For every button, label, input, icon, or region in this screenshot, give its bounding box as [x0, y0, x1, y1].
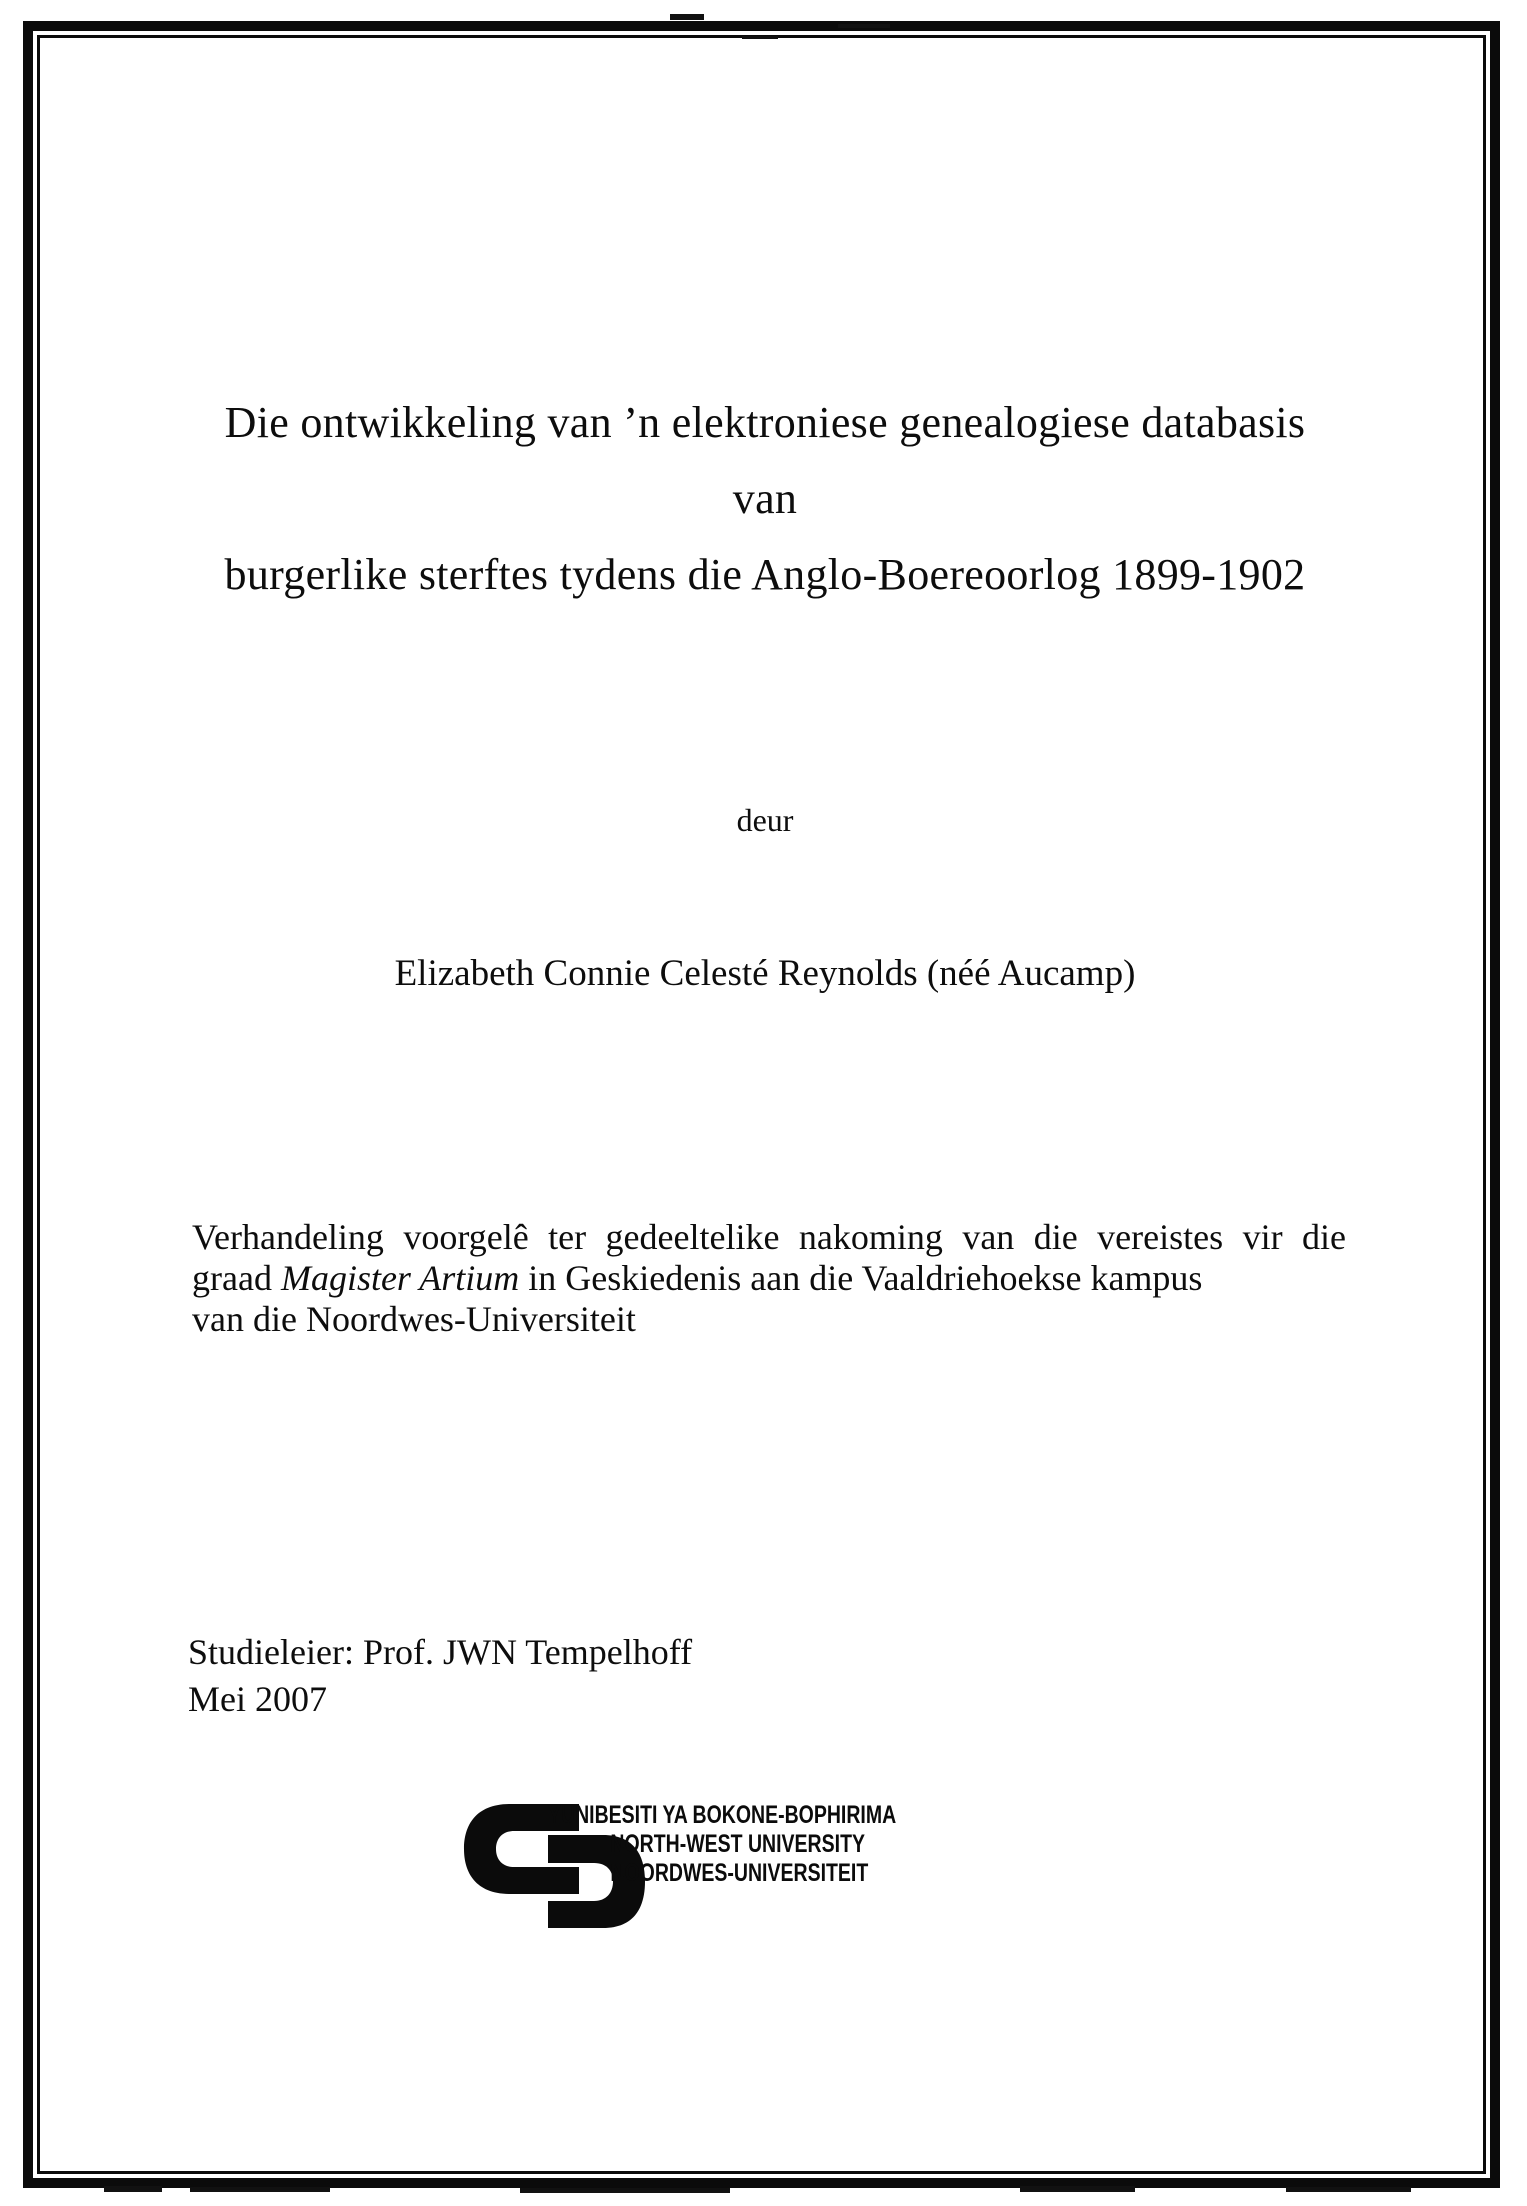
byline-deur: deur: [736, 802, 794, 838]
statement-line2-suffix: in Geskiedenis aan die Vaaldriehoekse kampus: [519, 1258, 1203, 1298]
scan-artifact: [520, 2188, 730, 2193]
statement-line2-prefix: graad: [192, 1258, 281, 1298]
thesis-title-line1: Die ontwikkeling van ’n elektroniese genealogiese databasis van: [224, 398, 1306, 523]
scan-artifact: [1286, 2187, 1411, 2192]
supervisor-line: Studieleier: Prof. JWN Tempelhoff: [188, 1632, 693, 1672]
thesis-statement-line3: van die Noordwes-Universiteit: [192, 1299, 636, 1339]
scan-artifact: [670, 14, 704, 20]
thesis-statement: [192, 1217, 1346, 1340]
date-line: Mei 2007: [188, 1679, 327, 1719]
scan-artifact: [742, 36, 778, 39]
thesis-statement-line2: [192, 1258, 1346, 1299]
scan-artifact: [190, 2187, 330, 2192]
logo-line-english: NORTH-WEST UNIVERSITY: [610, 1830, 865, 1858]
thesis-title-line2: burgerlike sterftes tydens die Anglo-Boereoorlog 1899-1902: [224, 550, 1306, 599]
logo-line-afrikaans: NOORDWES-UNIVERSITEIT: [610, 1859, 869, 1887]
supervisor-block: [188, 1629, 692, 1723]
scan-artifact: [838, 24, 890, 28]
scan-artifact: [1020, 2186, 1135, 2192]
thesis-statement-line1: Verhandeling voorgelê ter gedeeltelike nakoming van die vereistes vir die: [192, 1217, 1346, 1257]
logo-line-setswana: YUNIBESITI YA BOKONE-BOPHIRIMA: [548, 1801, 897, 1829]
thesis-title: [190, 385, 1340, 613]
university-logo-text: [548, 1801, 896, 1888]
degree-name-italic: Magister Artium: [280, 1258, 520, 1298]
scan-artifact: [104, 2186, 162, 2192]
author-name: Elizabeth Connie Celesté Reynolds (néé Aucamp): [394, 953, 1136, 994]
university-logo: [462, 1799, 1082, 1934]
